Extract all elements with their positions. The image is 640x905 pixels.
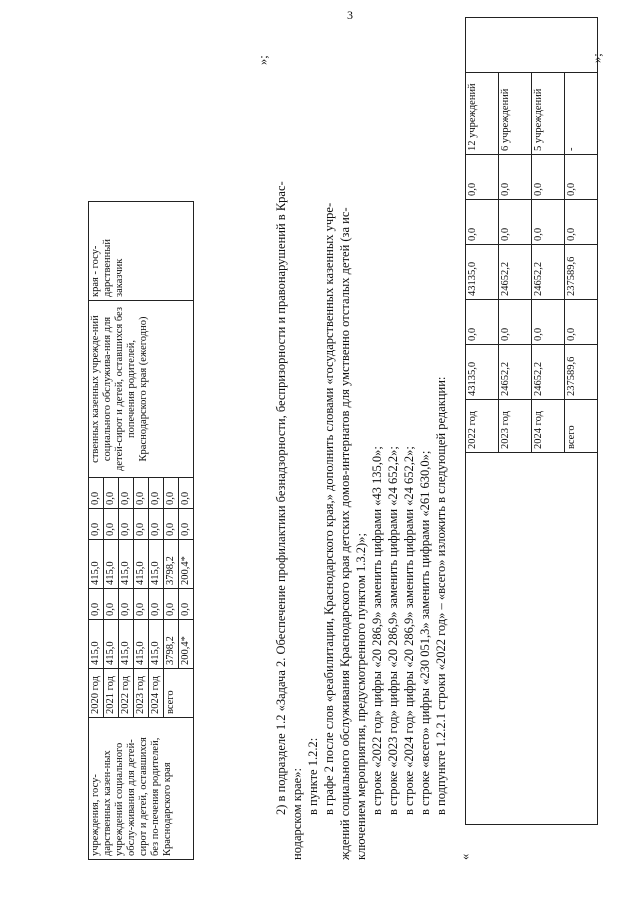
- value-cell: 0,0: [565, 300, 598, 345]
- paragraph-line: в строке «всего» цифры «230 051,3» заменить цифрами «261 630,0»;: [418, 450, 432, 815]
- value-cell: 0,0: [89, 589, 104, 620]
- year-cell: 2023 год: [499, 400, 532, 453]
- total-cell: 200,4*: [179, 620, 194, 669]
- value-cell: 0,0: [466, 300, 499, 345]
- opening-quote: «: [458, 853, 472, 860]
- paragraph-line: в строке «2024 год» цифры «20 286,9» заменить цифрами «24 652,2»;: [402, 446, 416, 815]
- value-cell: 237589,6: [565, 245, 598, 300]
- value-cell: 0,0: [532, 200, 565, 245]
- paragraph-line: в строке «2022 год» цифры «20 286,9» заменить цифрами «43 135,0»;: [370, 446, 384, 815]
- value-cell: 0,0: [499, 300, 532, 345]
- value-cell: 200,4*: [179, 540, 194, 589]
- total-cell: 415,0: [149, 620, 164, 669]
- value-cell: 0,0: [179, 589, 194, 620]
- value-cell: 0,0: [119, 478, 134, 509]
- value-cell: 0,0: [104, 509, 119, 540]
- total-cell: 3798,2: [164, 620, 179, 669]
- value-cell: 43135,0: [466, 245, 499, 300]
- total-cell: 43135,0: [466, 345, 499, 400]
- value-cell: 0,0: [134, 509, 149, 540]
- paragraph-line: в подпункте 1.2.2.1 строки «2022 год» – «всего» изложить в следующей редакции:: [434, 376, 448, 815]
- paragraph-line: ключением мероприятия, предусмотренного пунктом 1.3.2)»;: [354, 533, 368, 860]
- total-cell: 24652,2: [499, 345, 532, 400]
- blank-cell: [466, 453, 598, 825]
- paragraph-line: 2) в подразделе 1.2 «Задача 2. Обеспечение профилактики безнадзорности, беспризорности и правонарушений в Крас-: [274, 181, 288, 815]
- institutions-cell: -: [565, 73, 598, 155]
- year-cell: 2022 год: [466, 400, 499, 453]
- total-cell: 415,0: [119, 620, 134, 669]
- table-row: [466, 18, 499, 825]
- year-cell: 2024 год: [532, 400, 565, 453]
- value-cell: 0,0: [149, 589, 164, 620]
- value-cell: 3798,2: [164, 540, 179, 589]
- value-cell: 0,0: [89, 478, 104, 509]
- value-cell: 0,0: [149, 509, 164, 540]
- value-cell: 0,0: [119, 509, 134, 540]
- value-cell: 0,0: [532, 155, 565, 200]
- value-cell: 0,0: [179, 478, 194, 509]
- value-cell: 0,0: [164, 509, 179, 540]
- value-cell: 0,0: [179, 509, 194, 540]
- total-cell: 415,0: [89, 620, 104, 669]
- closing-quote: »;: [590, 53, 604, 63]
- value-cell: 0,0: [565, 155, 598, 200]
- value-cell: 0,0: [104, 589, 119, 620]
- value-cell: 0,0: [499, 200, 532, 245]
- paragraph-line: в пункте 1.2.2:: [306, 737, 320, 815]
- year-cell: 2020 год: [89, 669, 104, 718]
- value-cell: 0,0: [499, 155, 532, 200]
- paragraph-line: в строке «2023 год» цифры «20 286,9» заменить цифрами «24 652,2»;: [386, 446, 400, 815]
- value-cell: 0,0: [164, 478, 179, 509]
- value-cell: 24652,2: [532, 245, 565, 300]
- year-cell: 2024 год: [149, 669, 164, 718]
- year-cell: 2022 год: [119, 669, 134, 718]
- value-cell: 0,0: [134, 478, 149, 509]
- value-cell: 0,0: [104, 478, 119, 509]
- customer-cell: края - госу-дарственный заказчик: [89, 202, 194, 301]
- value-cell: 415,0: [89, 540, 104, 589]
- value-cell: 0,0: [89, 509, 104, 540]
- result-cell: ственных казенных учрежде-ний социального обслужива-ния для детей-сирот и детей, оставшихся без попечения родителей, Краснодарского края (ежегодно): [89, 301, 194, 478]
- value-cell: 24652,2: [499, 245, 532, 300]
- value-cell: 0,0: [466, 155, 499, 200]
- institutions-cell: 5 учреждений: [532, 73, 565, 155]
- value-cell: 415,0: [149, 540, 164, 589]
- paragraph-line: в графе 2 после слов «реабилитации, Краснодарского края,» дополнить словами «государственных казенных учре-: [322, 202, 336, 815]
- program-table-fragment: [88, 201, 194, 860]
- value-cell: 415,0: [119, 540, 134, 589]
- institutions-cell: 6 учреждений: [499, 73, 532, 155]
- value-cell: 0,0: [532, 300, 565, 345]
- value-cell: 415,0: [134, 540, 149, 589]
- year-cell: 2021 год: [104, 669, 119, 718]
- institutions-cell: 12 учреждений: [466, 73, 499, 155]
- value-cell: 0,0: [164, 589, 179, 620]
- total-cell: 415,0: [104, 620, 119, 669]
- value-cell: 415,0: [104, 540, 119, 589]
- total-cell: 237589,6: [565, 345, 598, 400]
- year-cell: всего: [164, 669, 194, 718]
- value-cell: 0,0: [565, 200, 598, 245]
- value-cell: 0,0: [149, 478, 164, 509]
- replacement-table: [465, 17, 598, 825]
- value-cell: 0,0: [119, 589, 134, 620]
- value-cell: 0,0: [466, 200, 499, 245]
- total-cell: 24652,2: [532, 345, 565, 400]
- description-cell: учреждения, госу-дарственных казен-ных учреждений социального обслу-живания для детей-сирот и детей, оставшихся без по-печения родителей, Краснодарского края: [89, 718, 194, 860]
- empty-cell: [466, 18, 598, 73]
- page-number: 3: [347, 8, 353, 22]
- paragraph-line: нодарском крае»:: [290, 768, 304, 860]
- total-cell: 415,0: [134, 620, 149, 669]
- year-cell: всего: [565, 400, 598, 453]
- paragraph-line: ждений социального обслуживания Краснодарского края детских домов-интернатов для умственно отсталых детей (за ис-: [338, 207, 352, 860]
- value-cell: 0,0: [134, 589, 149, 620]
- table-row: [89, 202, 104, 860]
- year-cell: 2023 год: [134, 669, 149, 718]
- closing-quote: »;: [256, 55, 270, 65]
